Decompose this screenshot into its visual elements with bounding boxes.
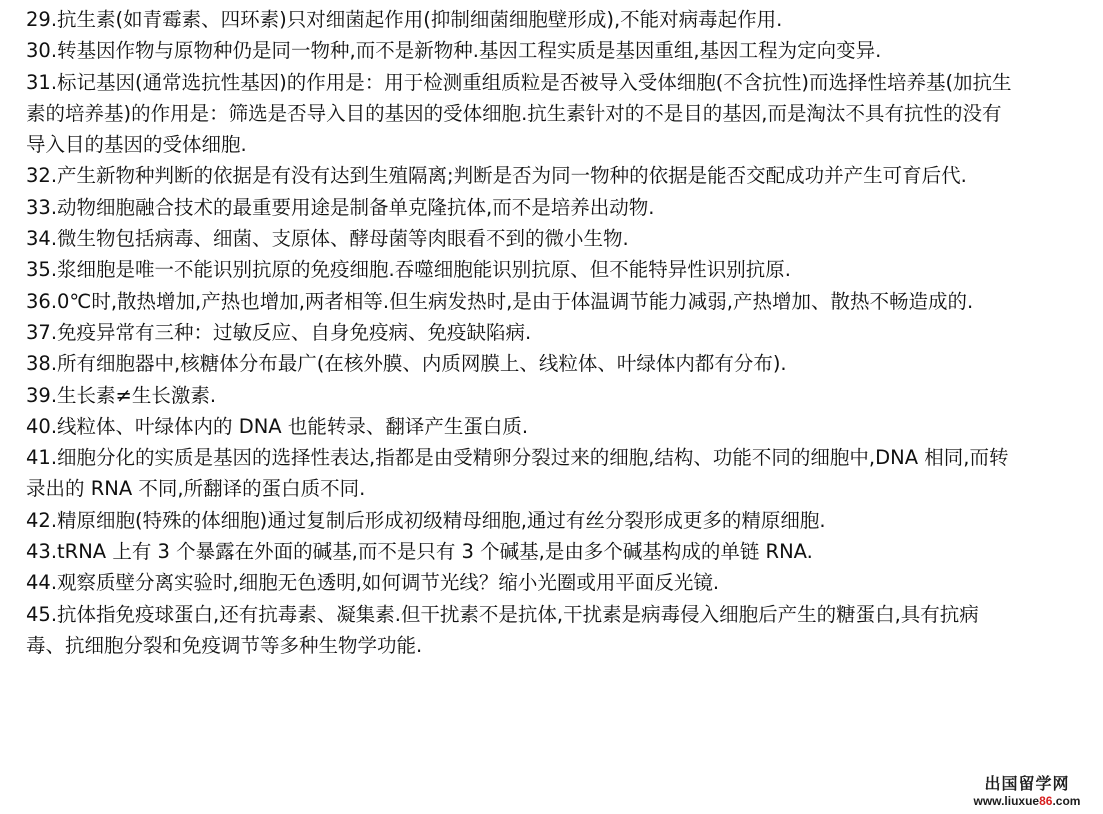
item-42: 42.精原细胞(特殊的体细胞)通过复制后形成初级精母细胞,通过有丝分裂形成更多的精原细胞. [26,508,826,532]
watermark-url [967,794,1087,808]
item-33: 33.动物细胞融合技术的最重要用途是制备单克隆抗体,而不是培养出动物. [26,195,655,219]
item-38: 38.所有细胞器中,核糖体分布最广(在核外膜、内质网膜上、线粒体、叶绿体内都有分布). [26,352,787,376]
watermark-url-prefix: www.liuxue [973,794,1040,808]
document-body [26,4,1016,661]
site-watermark [967,774,1087,808]
watermark-url-suffix: .com [1052,794,1081,808]
watermark-url-accent: 86 [1039,794,1053,808]
watermark-site-name: 出国留学网 [984,774,1070,793]
item-32: 32.产生新物种判断的依据是有没有达到生殖隔离;判断是否为同一物种的依据是能否交配成功并产生可育后代. [26,164,967,188]
item-39: 39.生长素≠生长激素. [26,383,217,407]
item-34: 34.微生物包括病毒、细菌、支原体、酵母菌等肉眼看不到的微小生物. [26,227,629,251]
item-36: 36.0℃时,散热增加,产热也增加,两者相等.但生病发热时,是由于体温调节能力减弱,产热增加、散热不畅造成的. [26,289,974,313]
item-41: 41.细胞分化的实质是基因的选择性表达,指都是由受精卵分裂过来的细胞,结构、功能不同的细胞中,DNA 相同,而转录出的 RNA 不同,所翻译的蛋白质不同. [26,446,1009,501]
item-29: 29.抗生素(如青霉素、四环素)只对细菌起作用(抑制细菌细胞壁形成),不能对病毒起作用. [26,8,783,31]
item-45: 45.抗体指免疫球蛋白,还有抗毒素、凝集素.但干扰素不是抗体,干扰素是病毒侵入细胞后产生的糖蛋白,具有抗病毒、抗细胞分裂和免疫调节等多种生物学功能. [26,602,979,657]
item-43: 43.tRNA 上有 3 个暴露在外面的碱基,而不是只有 3 个碱基,是由多个碱基构成的单链 RNA. [26,540,813,564]
item-40: 40.线粒体、叶绿体内的 DNA 也能转录、翻译产生蛋白质. [26,414,529,438]
item-30: 30.转基因作物与原物种仍是同一物种,而不是新物种.基因工程实质是基因重组,基因工程为定向变异. [26,39,882,63]
item-31: 31.标记基因(通常选抗性基因)的作用是：用于检测重组质粒是否被导入受体细胞(不含抗性)而选择性培养基(加抗生素的培养基)的作用是：筛选是否导入目的基因的受体细胞.抗生素针对的不是目的基因,而是淘汰不具有抗性的没有导入目的基因的受体细胞. [26,70,1012,157]
item-35: 35.浆细胞是唯一不能识别抗原的免疫细胞.吞噬细胞能识别抗原、但不能特异性识别抗原. [26,258,791,282]
item-37: 37.免疫异常有三种：过敏反应、自身免疫病、免疫缺陷病. [26,320,532,344]
item-44: 44.观察质壁分离实验时,细胞无色透明,如何调节光线？缩小光圈或用平面反光镜. [26,571,720,595]
